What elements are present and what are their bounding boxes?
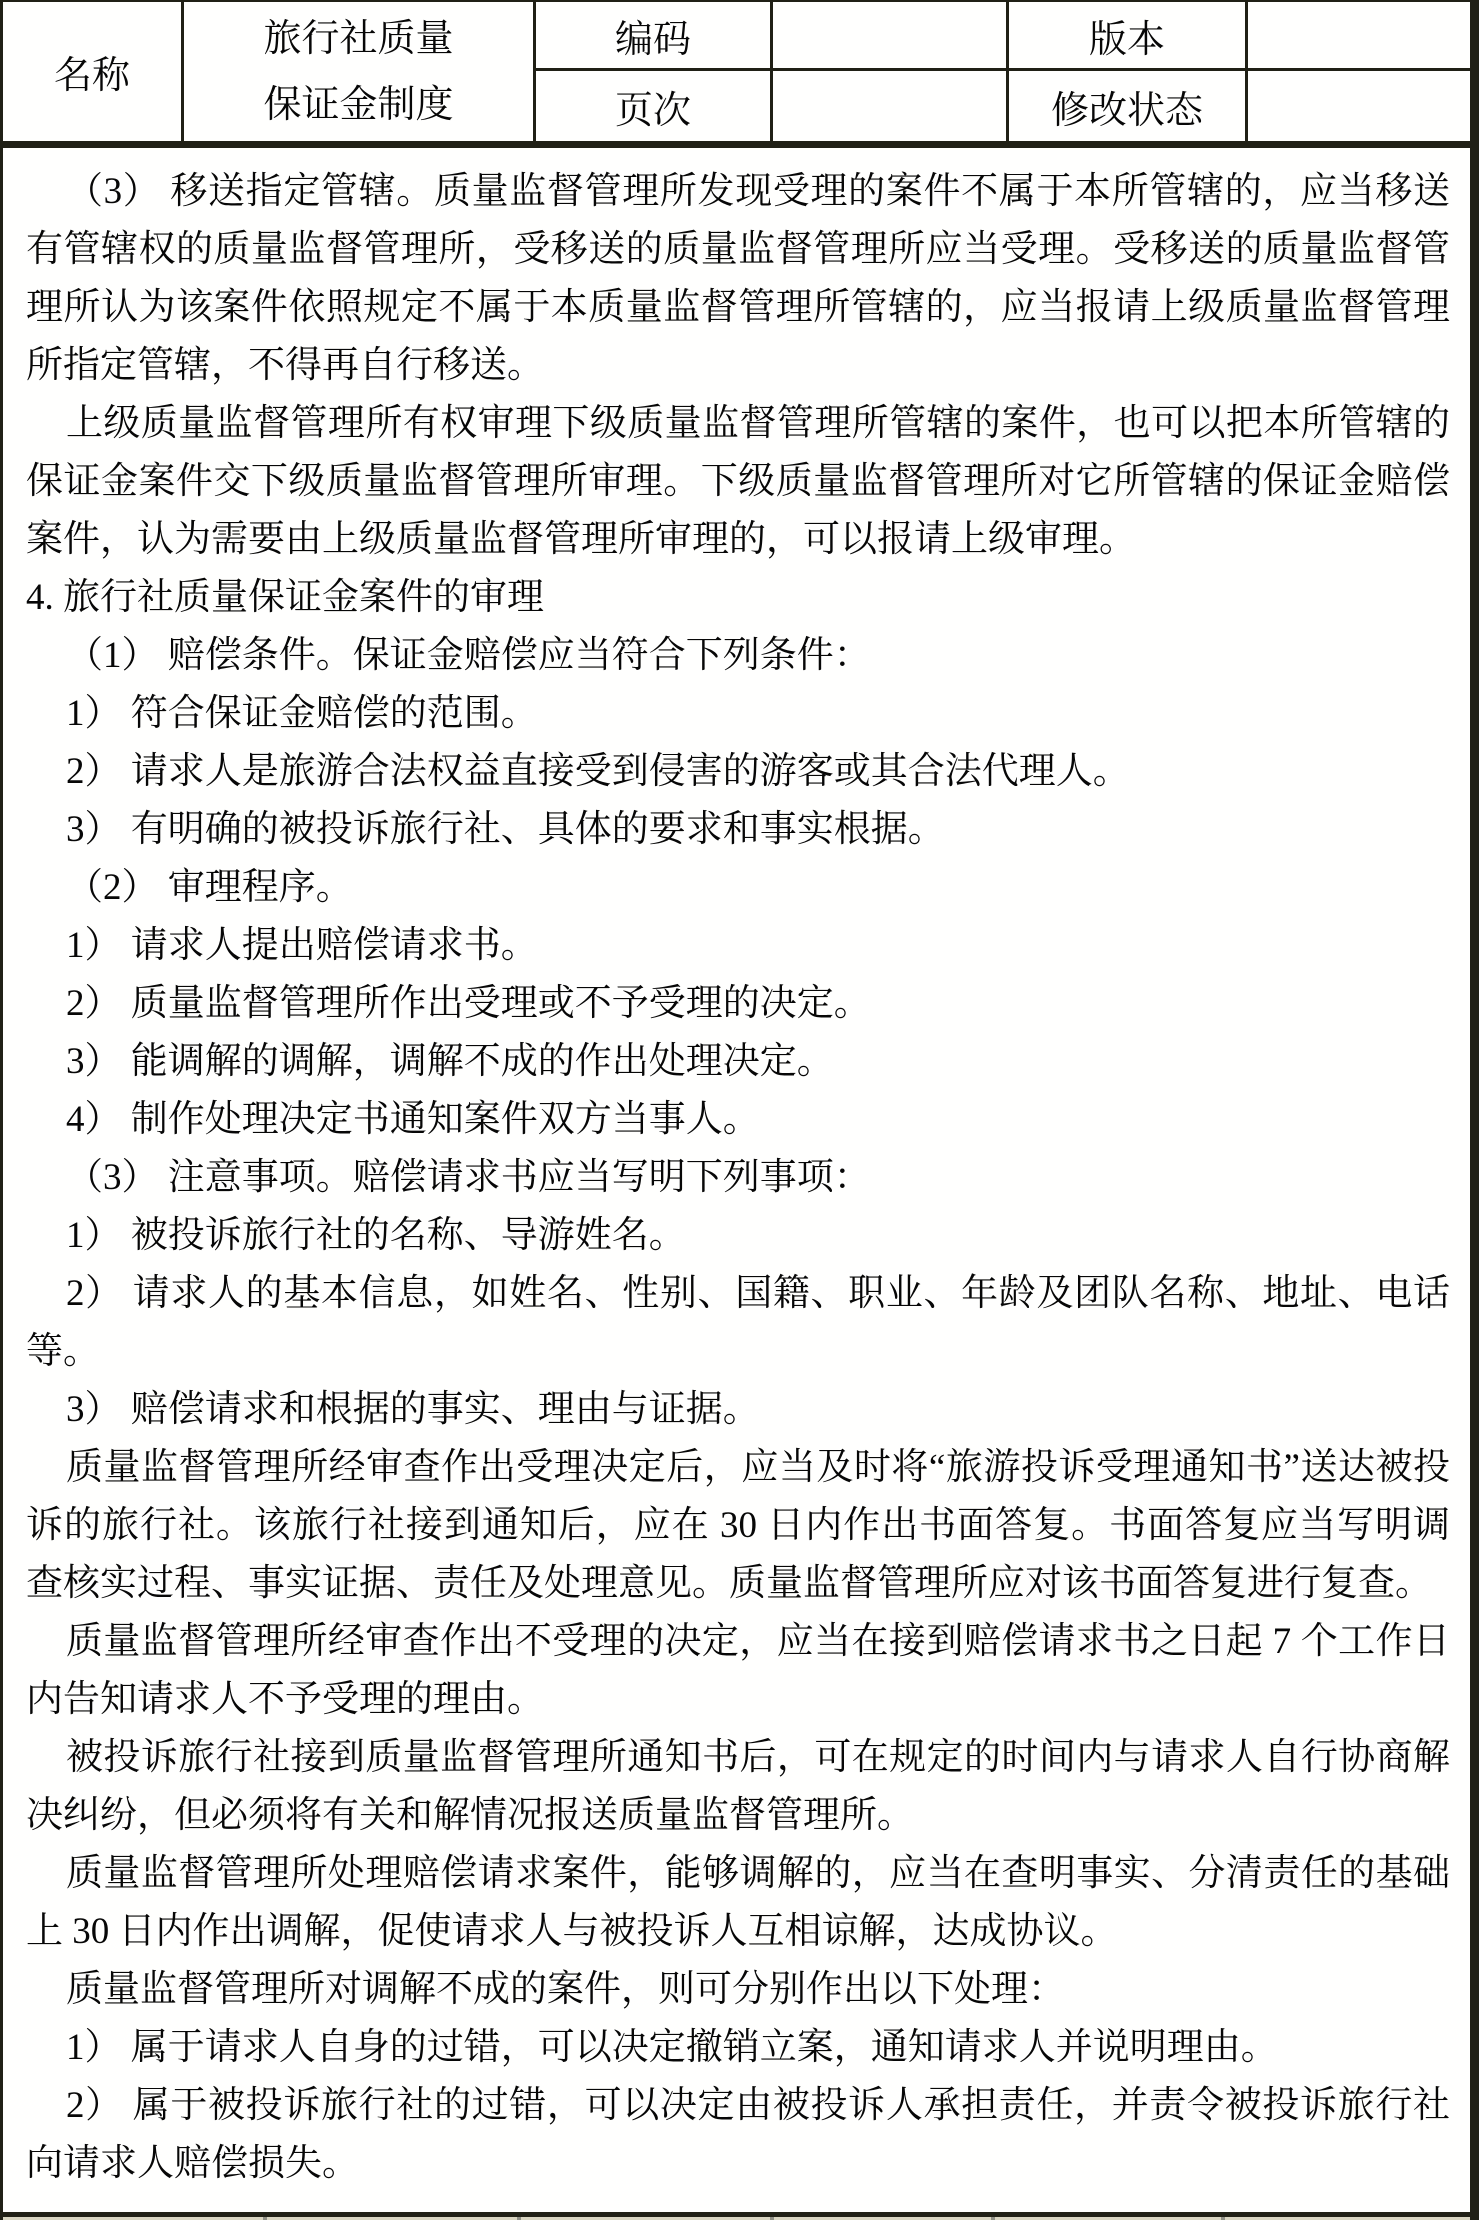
doc-title-line1: 旅行社质量 [263,17,454,60]
body-paragraph: 3） 能调解的调解，调解不成的作出处理决定。 [66,1041,834,1082]
header-cell-page-label: 页次 [536,71,773,141]
body-paragraph: 2） 属于被投诉旅行社的过错，可以决定由被投诉人承担责任，并责令被投诉旅行社向请求人赔偿损失。 [26,2085,1450,2184]
body-paragraph: 上级质量监督管理所有权审理下级质量监督管理所管辖的案件，也可以把本所管辖的保证金案件交下级质量监督管理所审理。下级质量监督管理所对它所管辖的保证金赔偿案件，认为需要由上级质量监督管理所审理的，可以报请上级审理。 [26,403,1450,560]
body-paragraph: （1） 赔偿条件。保证金赔偿应当符合下列条件： [66,635,871,676]
body-paragraph: 2） 请求人是旅游合法权益直接受到侵害的游客或其合法代理人。 [66,751,1130,792]
header-cell-revision-label: 修改状态 [1009,71,1248,141]
body-paragraph: 1） 请求人提出赔偿请求书。 [66,925,538,966]
document-header-table [3,2,1470,148]
body-paragraph: 质量监督管理所经审查作出受理决定后，应当及时将“旅游投诉受理通知书”送达被投诉的旅行社。该旅行社接到通知后，应在 30 日内作出书面答复。书面答复应当写明调查核实过程、事实证据、责任及处理意见。质量监督管理所应对该书面答复进行复查。 [26,1447,1450,1604]
header-cell-page-value [773,71,1009,141]
body-paragraph: 1） 属于请求人自身的过错，可以决定撤销立案，通知请求人并说明理由。 [66,2027,1278,2068]
body-paragraph: 质量监督管理所经审查作出不受理的决定，应当在接到赔偿请求书之日起 7 个工作日内告知请求人不予受理的理由。 [26,1621,1450,1720]
header-cell-version-value [1248,2,1470,71]
body-paragraph: 质量监督管理所对调解不成的案件，则可分别作出以下处理： [66,1969,1065,2010]
name-label: 名称 [53,55,130,97]
header-cell-doc-title [184,2,536,141]
doc-title-line2: 保证金制度 [263,83,454,126]
body-paragraph: 1） 符合保证金赔偿的范围。 [66,693,538,734]
body-paragraph: 4） 制作处理决定书通知案件双方当事人。 [66,1099,760,1140]
body-paragraph: 1） 被投诉旅行社的名称、导游姓名。 [66,1215,686,1256]
body-paragraph: 3） 有明确的被投诉旅行社、具体的要求和事实根据。 [66,809,945,850]
body-paragraph: 3） 赔偿请求和根据的事实、理由与证据。 [66,1389,760,1430]
header-cell-code-label: 编码 [536,2,773,71]
header-cell-version-label: 版本 [1009,2,1248,71]
body-paragraph: 2） 质量监督管理所作出受理或不予受理的决定。 [66,983,871,1024]
body-paragraph: （3） 注意事项。赔偿请求书应当写明下列事项： [66,1157,871,1198]
body-paragraph: 被投诉旅行社接到质量监督管理所通知书后，可在规定的时间内与请求人自行协商解决纠纷，但必须将有关和解情况报送质量监督管理所。 [26,1737,1450,1836]
header-cell-code-value [773,2,1009,71]
body-paragraph: （3） 移送指定管辖。质量监督管理所发现受理的案件不属于本所管辖的，应当移送有管辖权的质量监督管理所，受移送的质量监督管理所应当受理。受移送的质量监督管理所认为该案件依照规定不属于本质量监督管理所管辖的，应当报请上级质量监督管理所指定管辖，不得再自行移送。 [26,171,1450,386]
body-paragraph: （2） 审理程序。 [66,867,353,908]
header-cell-revision-value [1248,71,1470,141]
header-cell-name-label [3,2,184,141]
body-paragraph: 质量监督管理所处理赔偿请求案件，能够调解的，应当在查明事实、分清责任的基础上 30 日内作出调解，促使请求人与被投诉人互相谅解，达成协议。 [26,1853,1450,1952]
document-body [3,148,1470,2193]
body-paragraph: 2） 请求人的基本信息，如姓名、性别、国籍、职业、年龄及团队名称、地址、电话等。 [26,1273,1450,1372]
section-heading: 4. 旅行社质量保证金案件的审理 [26,577,544,618]
